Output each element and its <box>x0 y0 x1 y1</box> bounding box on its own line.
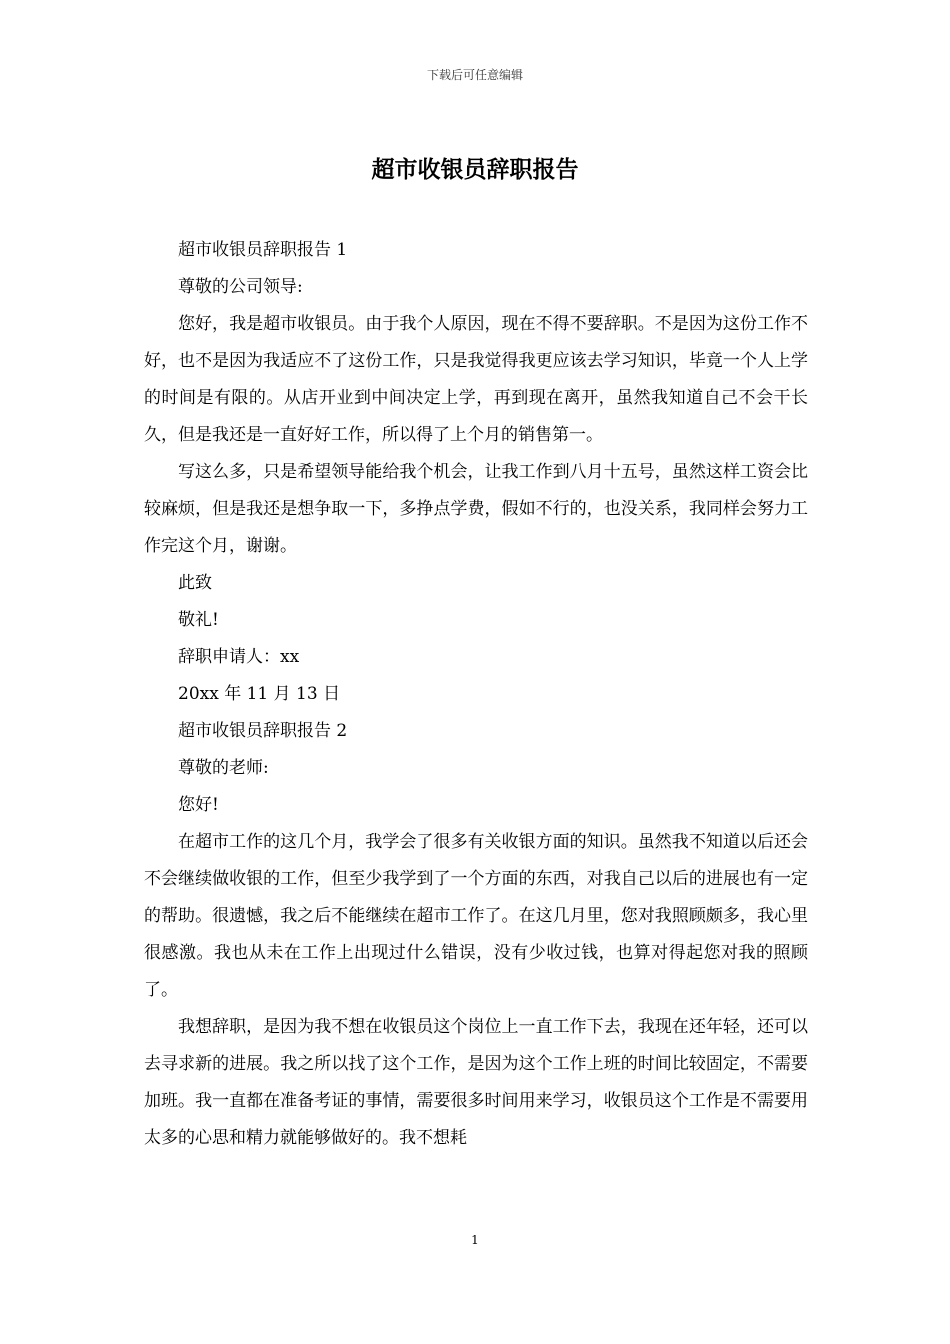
body-paragraph: 写这么多，只是希望领导能给我个机会，让我工作到八月十五号，虽然这样工资会比较麻烦，但是我还是想争取一下，多挣点学费，假如不行的，也没关系，我同样会努力工作完这个月，谢谢。 <box>144 462 808 556</box>
section-heading-2: 超市收银员辞职报告 2 <box>178 721 348 741</box>
greeting: 您好! <box>178 795 219 815</box>
page-number: 1 <box>471 1233 479 1247</box>
body-paragraph: 我想辞职，是因为我不想在收银员这个岗位上一直工作下去，我现在还年轻，还可以去寻求新的进展。我之所以找了这个工作，是因为这个工作上班的时间比较固定，不需要加班。我一直都在准备考证的事情，需要很多时间用来学习，收银员这个工作是不需要用太多的心思和精力就能够做好的。我不想耗 <box>144 1017 808 1148</box>
header-note: 下载后可任意编辑 <box>426 68 523 82</box>
applicant-signature: 辞职申请人：xx <box>178 647 300 667</box>
closing-regards: 敬礼! <box>178 610 219 630</box>
document-title: 超市收银员辞职报告 <box>371 156 579 183</box>
body-paragraph: 您好，我是超市收银员。由于我个人原因，现在不得不要辞职。不是因为这份工作不好，也不是因为我适应不了这份工作，只是我觉得我更应该去学习知识，毕竟一个人上学的时间是有限的。从店开业到中间决定上学，再到现在离开，虽然我知道自己不会干长久，但是我还是一直好好工作，所以得了上个月的销售第一。 <box>144 314 808 445</box>
section-heading-1: 超市收银员辞职报告 1 <box>178 240 348 260</box>
body-paragraph: 在超市工作的这几个月，我学会了很多有关收银方面的知识。虽然我不知道以后还会不会继续做收银的工作，但至少我学到了一个方面的东西，对我自己以后的进展也有一定的帮助。很遗憾，我之后不能继续在超市工作了。在这几月里，您对我照顾颇多，我心里很感激。我也从未在工作上出现过什么错误，没有少收过钱，也算对得起您对我的照顾了。 <box>144 832 808 1000</box>
letter-date: 20xx 年 11 月 13 日 <box>178 684 341 704</box>
salutation-2: 尊敬的老师: <box>178 758 269 778</box>
closing-line: 此致 <box>178 573 212 593</box>
salutation-1: 尊敬的公司领导: <box>178 277 303 297</box>
document-body <box>144 232 808 1157</box>
